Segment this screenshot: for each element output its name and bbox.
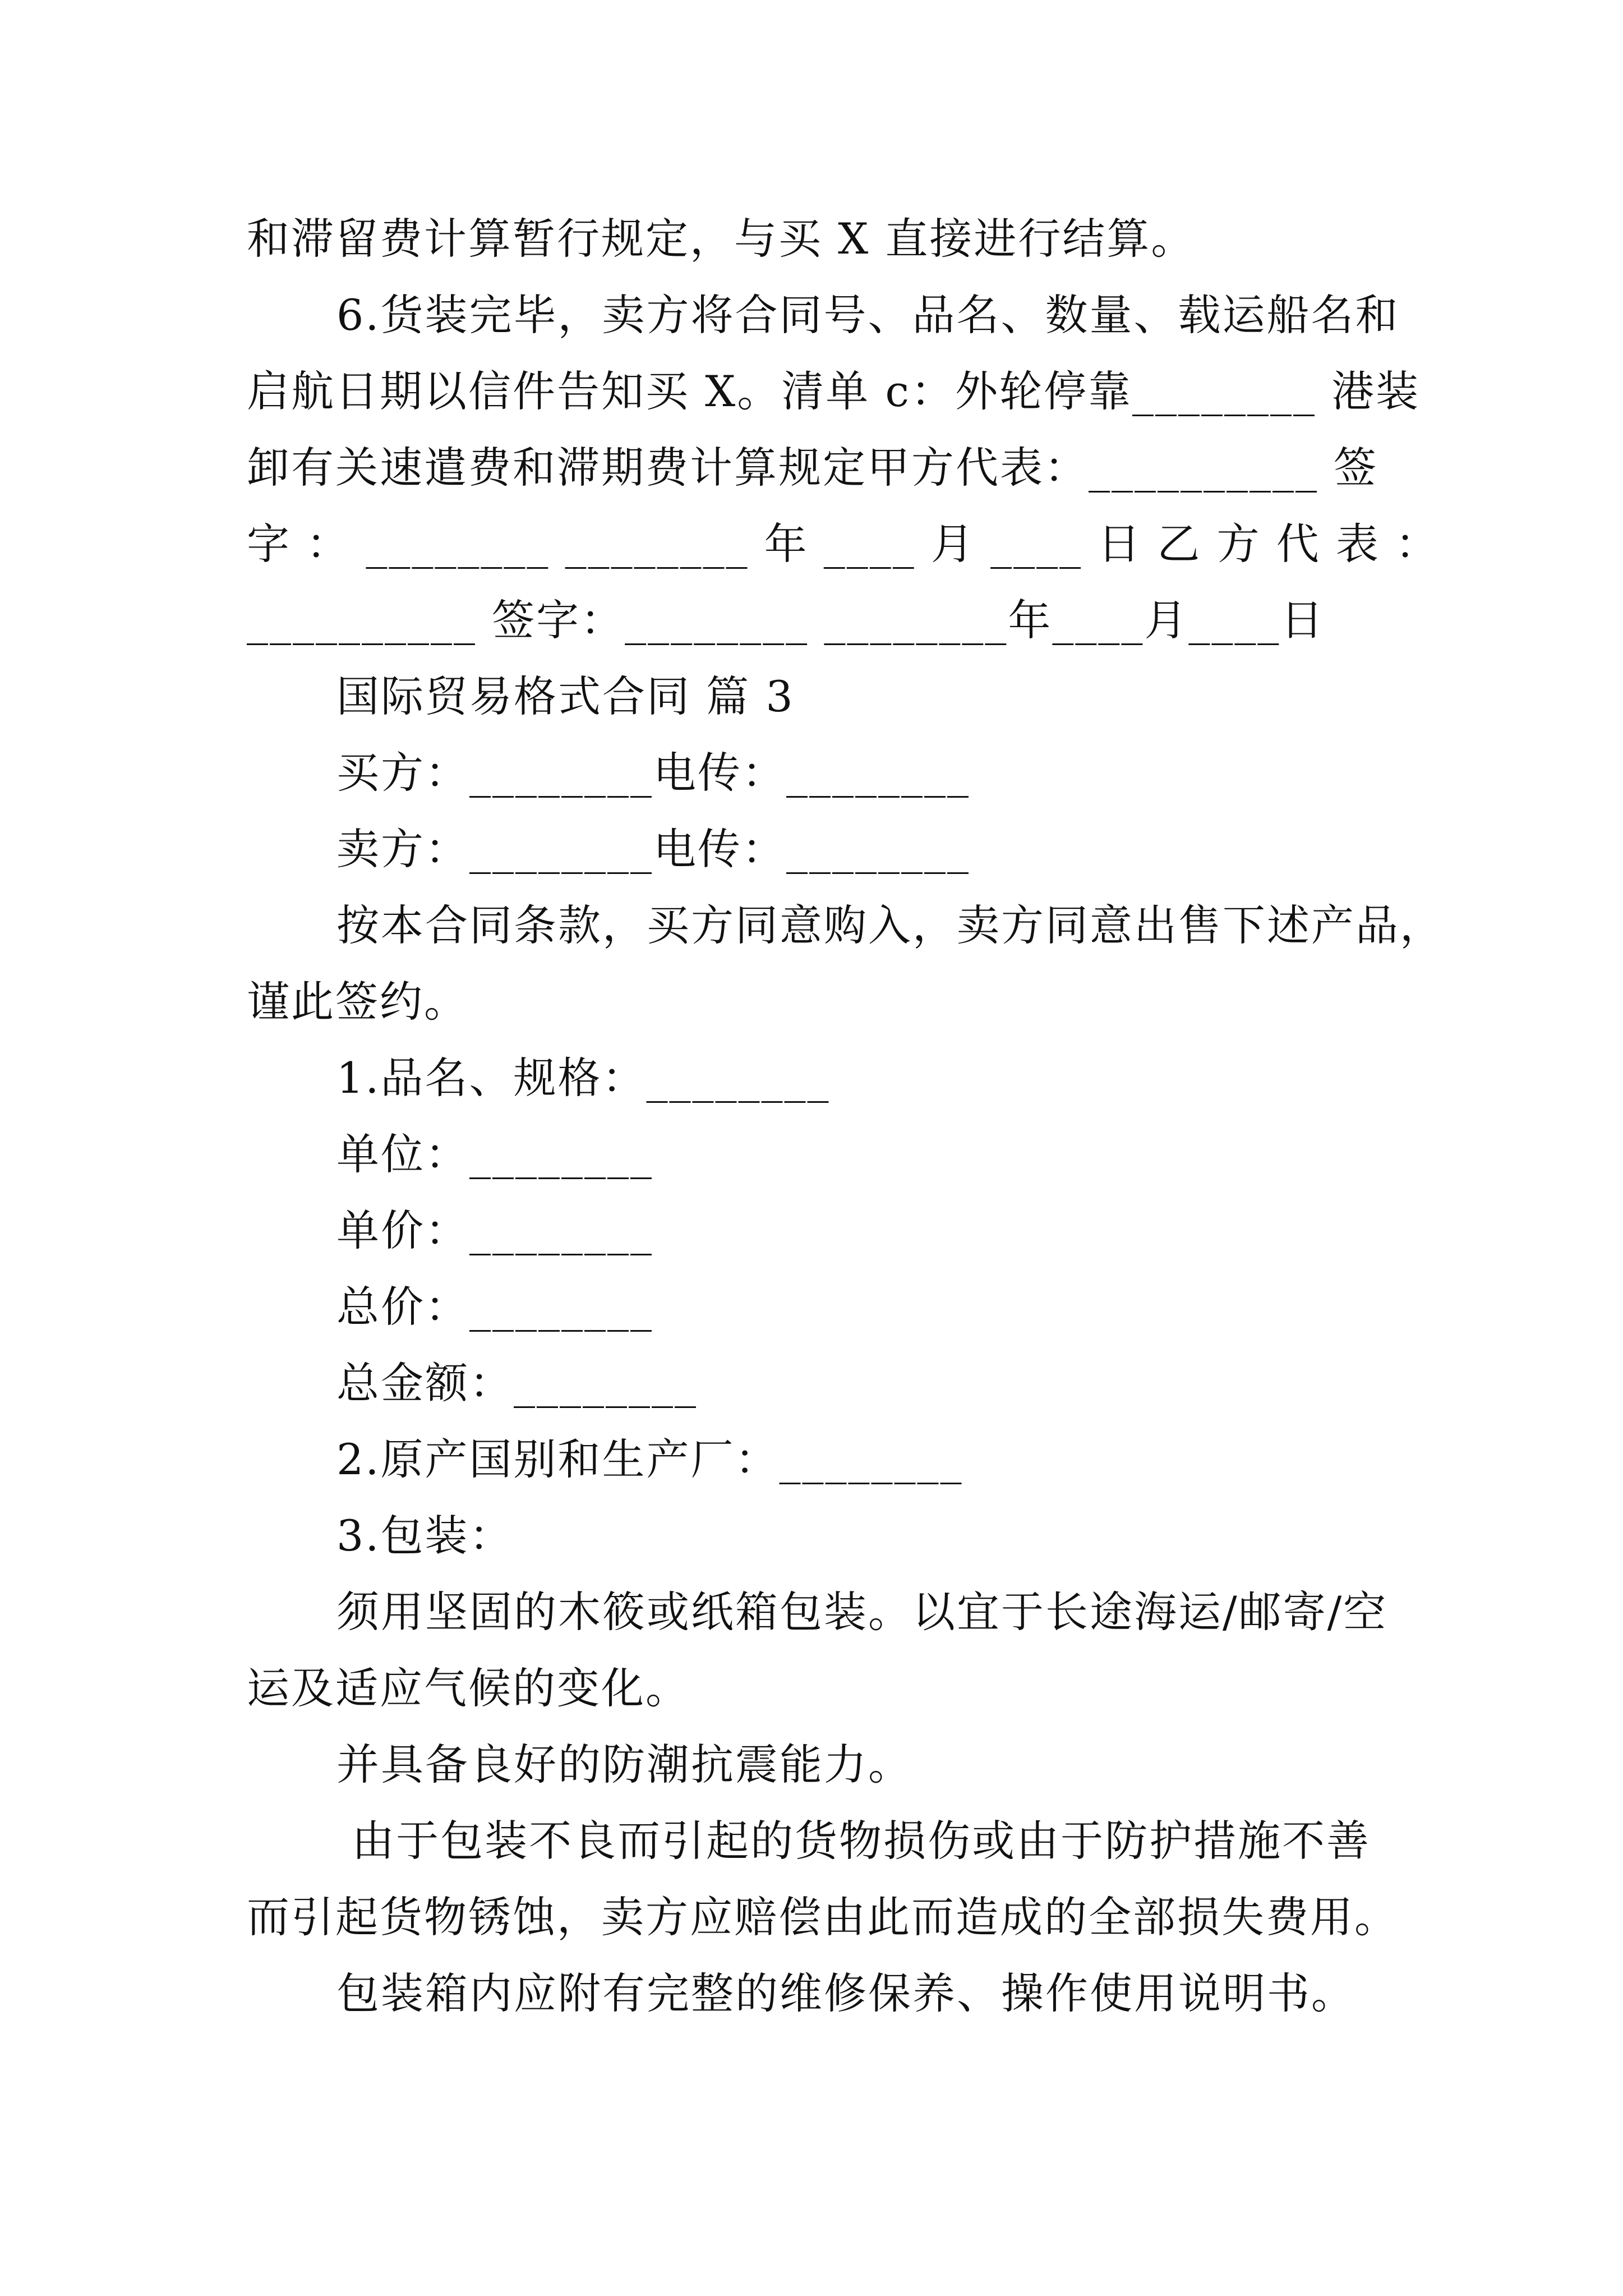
text-line: 字 ： ________ ________ 年 ____ 月 ____ 日 乙 方 代 表 ： [247, 519, 1440, 569]
text-line: 卸有关速遣费和滞期费计算规定甲方代表：__________ 签 [247, 443, 1378, 493]
text-line: 包装箱内应附有完整的维修保养、操作使用说明书。 [336, 1968, 1355, 2018]
text-line: 谨此签约。 [247, 977, 468, 1027]
text-line: 6.货装完毕，卖方将合同号、品名、数量、载运船名和 [336, 290, 1400, 340]
text-line: 并具备良好的防潮抗震能力。 [336, 1740, 912, 1789]
text-line: 运及适应气候的变化。 [247, 1663, 690, 1713]
section-heading: 国际贸易格式合同 篇 3 [336, 671, 795, 721]
text-line: 总金额：________ [336, 1358, 698, 1408]
text-line: 总价：________ [336, 1282, 653, 1332]
text-line: 卖方：________电传：________ [336, 824, 970, 874]
text-line: 2.原产国别和生产厂：________ [336, 1434, 963, 1484]
text-line: 而引起货物锈蚀，卖方应赔偿由此而造成的全部损失费用。 [247, 1892, 1399, 1942]
text-line: 由于包装不良而引起的货物损伤或由于防护措施不善 [336, 1816, 1371, 1866]
text-line: __________ 签字：________ ________年____月____日 [247, 595, 1325, 645]
text-line: 买方：________电传：________ [336, 748, 970, 798]
text-line: 3.包装： [336, 1511, 514, 1561]
text-line: 和滞留费计算暂行规定，与买 X 直接进行结算。 [247, 214, 1196, 264]
text-line: 单位：________ [336, 1129, 653, 1179]
text-line: 单价：________ [336, 1205, 653, 1255]
text-line: 按本合同条款，买方同意购入，卖方同意出售下述产品， [336, 900, 1444, 950]
text-line: 须用坚固的木筱或纸箱包装。以宜于长途海运/邮寄/空 [336, 1587, 1388, 1637]
text-line: 启航日期以信件告知买 X。清单 c：外轮停靠________ 港装 [247, 366, 1421, 416]
text-line: 1.品名、规格：________ [336, 1053, 831, 1103]
